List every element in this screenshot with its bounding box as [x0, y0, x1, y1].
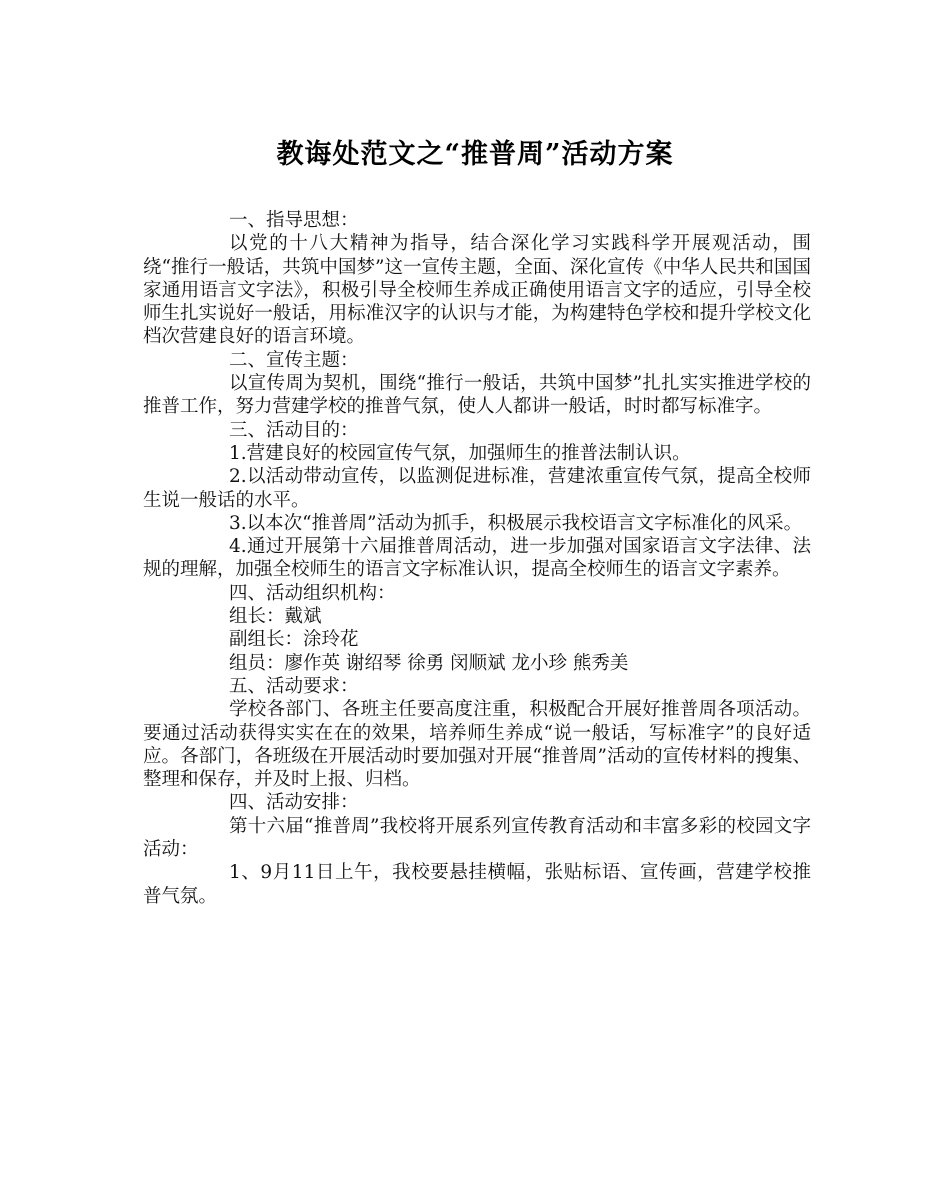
list-item: 3.以本次“推普周”活动为抓手，积极展示我校语言文字标准化的风采。 — [229, 512, 803, 534]
org-deputy-leader: 副组长：涂玲花 — [229, 629, 359, 651]
list-item: 2.以活动带动宣传，以监测促进标准，营建浓重宣传气氛，提高全校师生说一般话的水平。 — [143, 466, 811, 511]
paragraph: 学校各部门、各班主任要高度注重，积极配合开展好推普周各项活动。要通过活动获得实实在在的效果，培养师生养成“说一般话，写标准字”的良好适应。各部门，各班级在开展活动时要加强对开展“推普周”活动的宣传材料的搜集、整理和保存，并及时上报、归档。 — [143, 699, 811, 791]
list-item: 1.营建良好的校园宣传气氛，加强师生的推普法制认识。 — [229, 442, 691, 464]
section-heading-theme: 二、宣传主题： — [229, 349, 359, 371]
document-body — [143, 209, 811, 908]
list-item: 1、9月11日上午，我校要悬挂横幅，张贴标语、宣传画，营建学校推普气氛。 — [143, 862, 811, 907]
section-heading-purpose: 三、活动目的： — [229, 419, 359, 441]
paragraph: 以宣传周为契机，围绕“推行一般话，共筑中国梦”扎扎实实推进学校的推普工作，努力营建学校的推普气氛，使人人都讲一般话，时时都写标准字。 — [143, 373, 811, 418]
section-heading-organization: 四、活动组织机构： — [229, 582, 396, 604]
paragraph: 以党的十八大精神为指导，结合深化学习实践科学开展观活动，围绕“推行一般话，共筑中国梦”这一宣传主题，全面、深化宣传《中华人民共和国国家通用语言文字法》，积极引导全校师生养成正确使用语言文字的适应，引导全校师生扎实说好一般话，用标准汉字的认识与才能，为构建特色学校和提升学校文化档次营建良好的语言环境。 — [143, 233, 811, 348]
section-heading-arrangements: 四、活动安排： — [229, 792, 359, 814]
org-members: 组员：廖作英 谢绍琴 徐勇 闵顺斌 龙小珍 熊秀美 — [229, 652, 629, 674]
org-leader: 组长：戴斌 — [229, 606, 322, 628]
list-item: 4.通过开展第十六届推普周活动，进一步加强对国家语言文字法律、法规的理解，加强全校师生的语言文字标准认识，提高全校师生的语言文字素养。 — [143, 536, 811, 581]
document-title: 教诲处范文之“推普周”活动方案 — [276, 139, 674, 170]
section-heading-guiding-ideology: 一、指导思想： — [229, 210, 359, 231]
paragraph: 第十六届“推普周”我校将开展系列宣传教育活动和丰富多彩的校园文字活动： — [143, 815, 811, 861]
section-heading-requirements: 五、活动要求： — [229, 675, 359, 697]
